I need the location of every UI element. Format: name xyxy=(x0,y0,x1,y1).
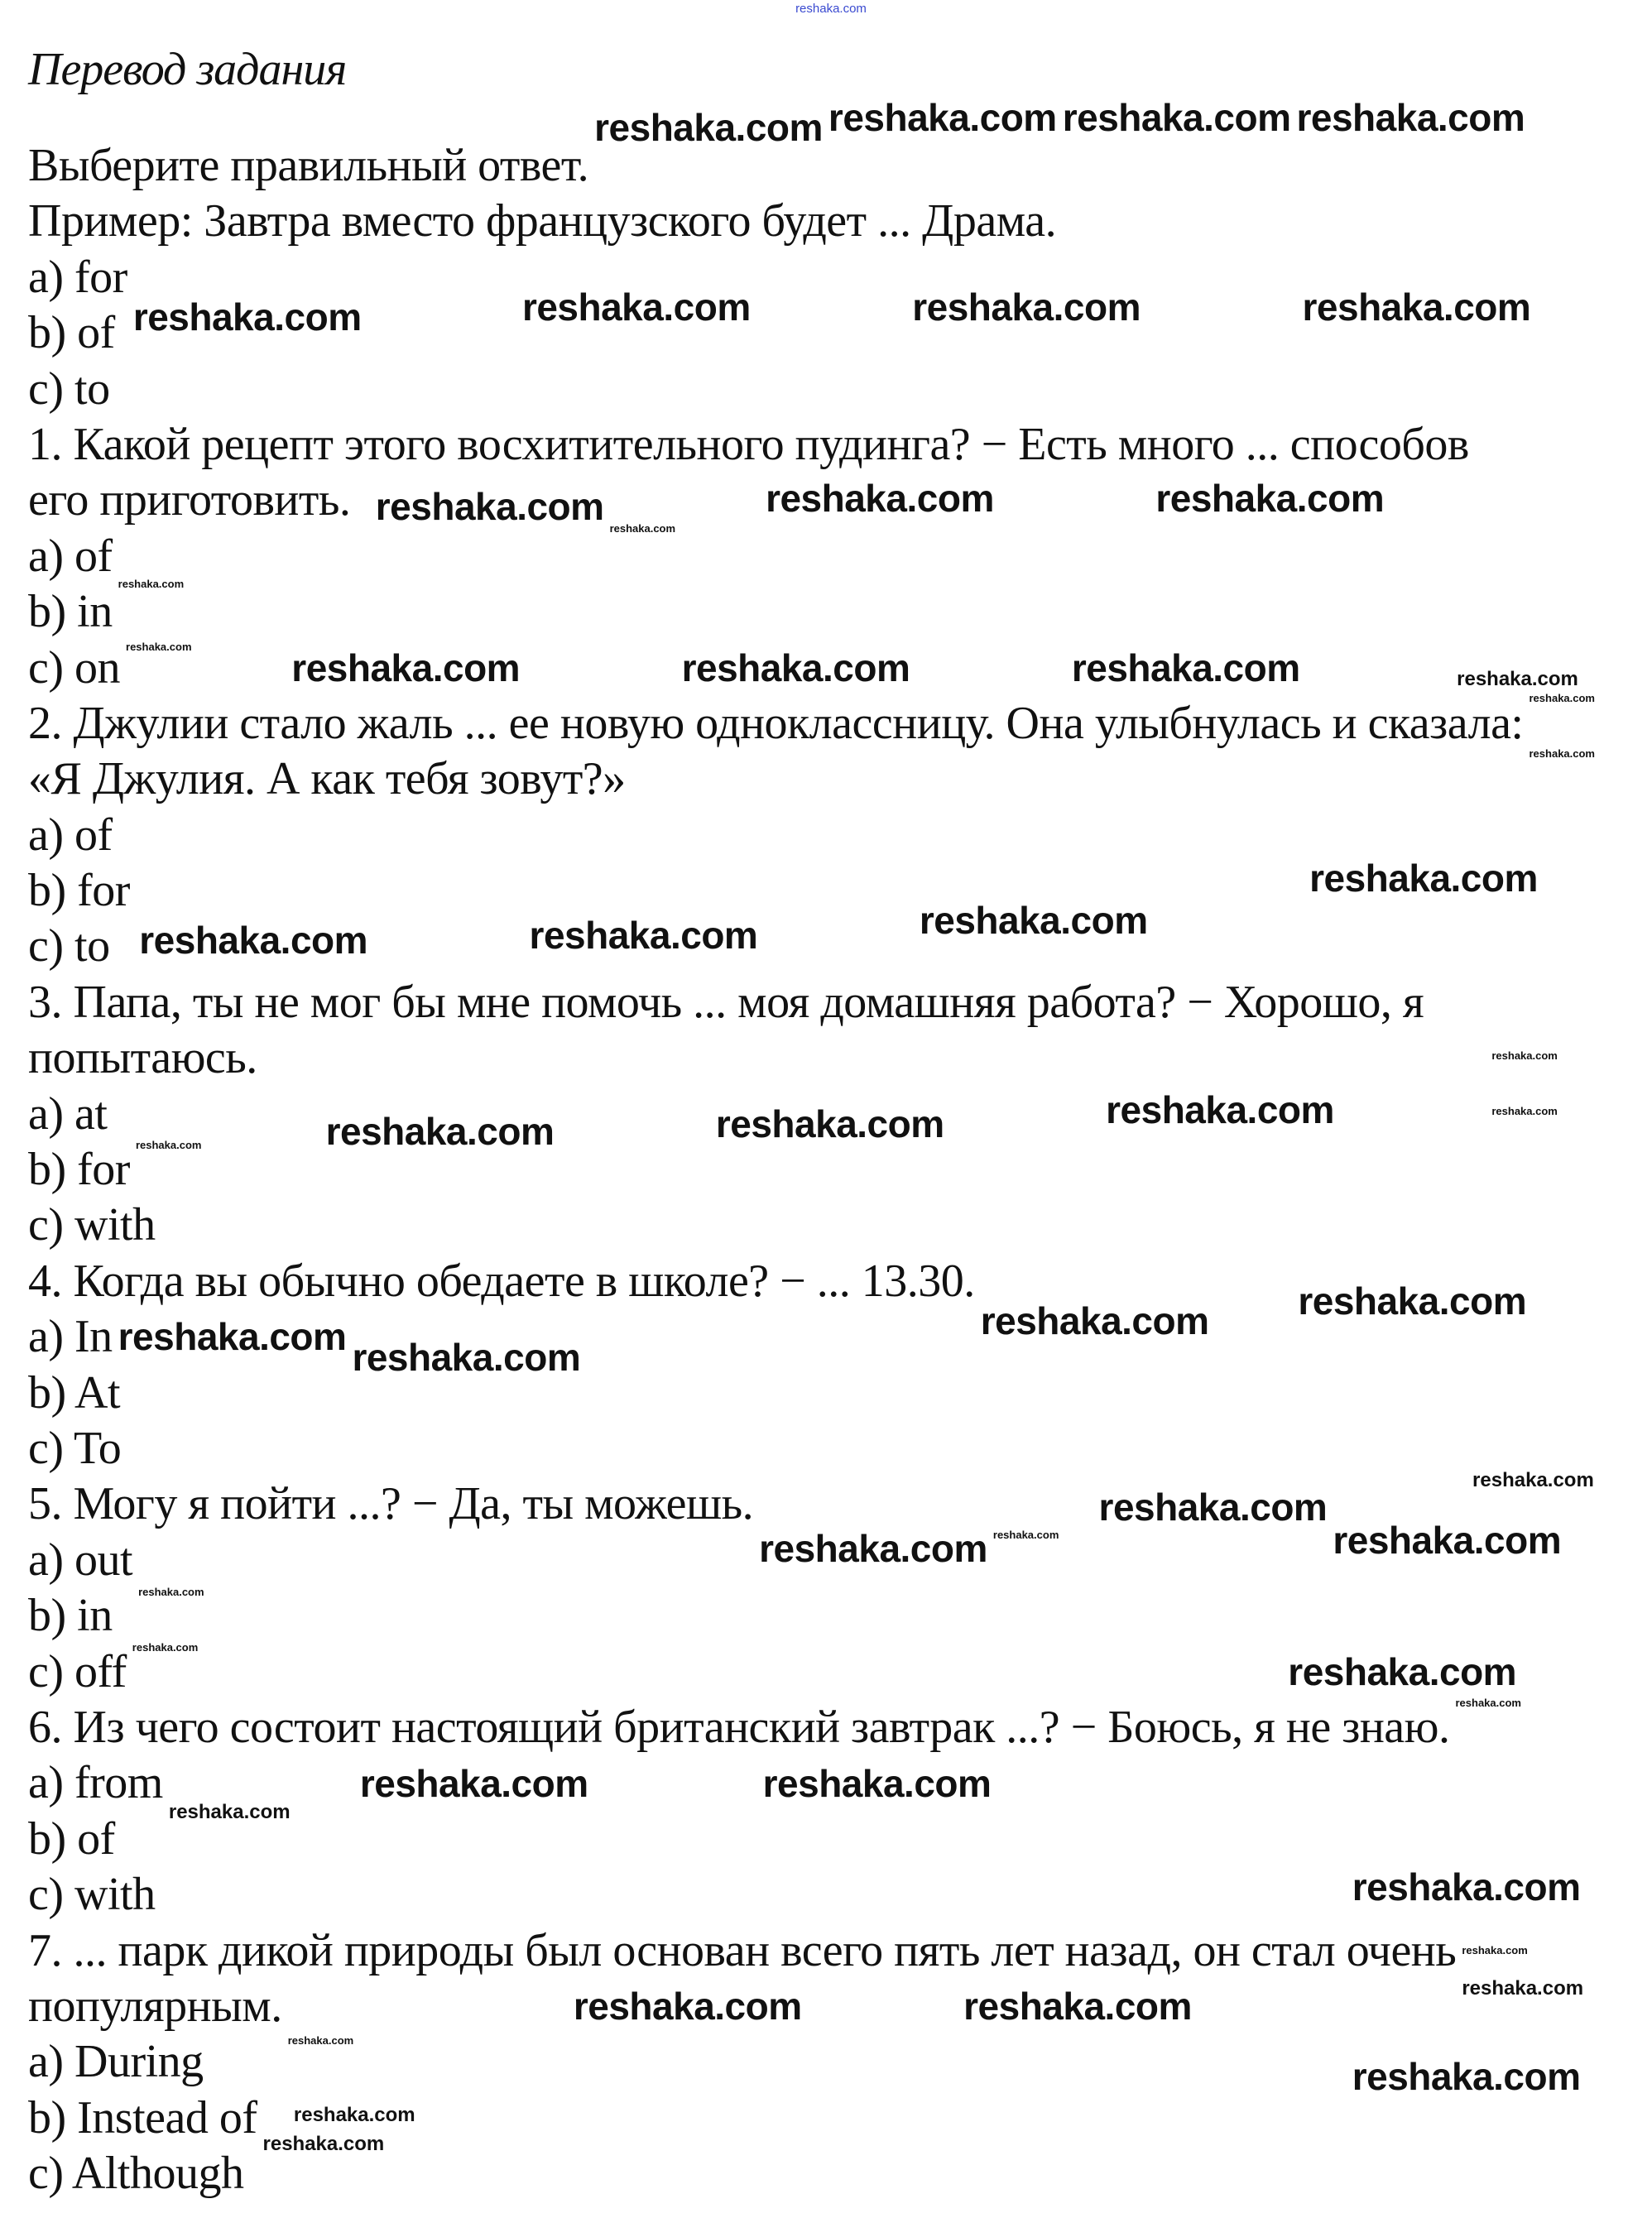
watermark: reshaka.com xyxy=(573,1985,802,2028)
text-line: 7. ... парк дикой природы был основан всего пять лет назад, он стал очень xyxy=(28,1924,1457,1976)
watermark: reshaka.com xyxy=(135,1139,202,1152)
watermark: reshaka.com xyxy=(828,96,1057,140)
watermark: reshaka.com xyxy=(1296,96,1525,140)
watermark: reshaka.com xyxy=(262,2132,385,2155)
answer-option: a) In xyxy=(28,1311,113,1363)
answer-option: c) with xyxy=(28,1869,156,1921)
answer-option: b) in xyxy=(28,586,113,638)
watermark: reshaka.com xyxy=(352,1336,581,1380)
watermark: reshaka.com xyxy=(291,646,521,689)
answer-option: b) in xyxy=(28,1590,113,1642)
text-line-row xyxy=(28,417,1634,473)
text-line: 3. Папа, ты не мог бы мне помочь ... моя домашняя работа? − Хорошо, я xyxy=(28,976,1424,1028)
answer-option-row xyxy=(28,808,1634,863)
watermark: reshaka.com xyxy=(118,578,185,591)
watermark: reshaka.com xyxy=(1455,1697,1521,1710)
text-line: Пример: Завтра вместо французского будет ... Драма. xyxy=(28,195,1057,247)
watermark: reshaka.com xyxy=(963,1985,1192,2028)
answer-option: c) with xyxy=(28,1199,156,1251)
watermark: reshaka.com xyxy=(762,1761,992,1805)
watermark: reshaka.com xyxy=(980,1299,1209,1342)
watermark: reshaka.com xyxy=(1352,2055,1581,2099)
watermark: reshaka.com xyxy=(132,295,362,339)
text-line: 6. Из чего состоит настоящий британский завтрак ...? − Боюсь, я не знаю. xyxy=(28,1701,1450,1753)
text-line-row xyxy=(28,751,1634,807)
answer-option: b) for xyxy=(28,865,130,917)
answer-option: a) of xyxy=(28,809,113,861)
watermark: reshaka.com xyxy=(1062,96,1291,140)
watermark: reshaka.com xyxy=(1472,1469,1594,1491)
watermark: reshaka.com xyxy=(325,1109,555,1153)
watermark: reshaka.com xyxy=(1098,1486,1328,1529)
answer-option-row xyxy=(28,584,1634,640)
answer-option: c) to xyxy=(28,362,110,415)
watermark: reshaka.com xyxy=(681,646,910,689)
text-line-row xyxy=(28,1979,1634,2034)
answer-option: a) out xyxy=(28,1534,133,1586)
text-line: Выберите правильный ответ. xyxy=(28,140,589,191)
watermark: reshaka.com xyxy=(1309,856,1538,900)
answer-option: b) of xyxy=(28,1812,115,1865)
watermark: reshaka.com xyxy=(1071,646,1300,689)
answer-option: a) at xyxy=(28,1087,108,1140)
watermark: reshaka.com xyxy=(1106,1088,1334,1132)
watermark: reshaka.com xyxy=(715,1102,944,1146)
answer-option: b) At xyxy=(28,1366,121,1419)
watermark: reshaka.com xyxy=(375,484,604,528)
watermark: reshaka.com xyxy=(1491,1049,1558,1062)
watermark: reshaka.com xyxy=(1298,1279,1527,1323)
text-line: 1. Какой рецепт этого восхитительного пудинга? − Есть много ... способов xyxy=(28,418,1469,470)
text-line-row xyxy=(28,194,1634,249)
watermark: reshaka.com xyxy=(766,476,994,520)
watermark: reshaka.com xyxy=(992,1529,1059,1542)
answer-option: c) on xyxy=(28,641,121,694)
watermark: reshaka.com xyxy=(912,286,1141,329)
answer-option: c) off xyxy=(28,1645,127,1697)
watermark: reshaka.com xyxy=(138,1586,204,1599)
watermark: reshaka.com xyxy=(529,913,758,957)
answer-option-row xyxy=(28,362,1634,417)
text-line: 5. Могу я пойти ...? − Да, ты можешь. xyxy=(28,1478,754,1530)
text-line-row xyxy=(28,696,1634,751)
watermark: reshaka.com xyxy=(1491,1104,1558,1117)
answer-option-row xyxy=(28,1198,1634,1253)
text-line: популярным. xyxy=(28,1980,282,2032)
watermark: reshaka.com xyxy=(1333,1518,1562,1562)
text-line: его приготовить. xyxy=(28,474,351,526)
watermark: reshaka.com xyxy=(118,1315,347,1359)
text-line-row xyxy=(28,138,1634,194)
answer-option: c) Although xyxy=(28,2148,244,2200)
answer-option: c) To xyxy=(28,1422,122,1474)
answer-option-row xyxy=(28,1139,1634,1198)
watermark: reshaka.com xyxy=(287,2034,354,2047)
watermark: reshaka.com xyxy=(1155,476,1385,520)
answer-option-row xyxy=(28,1421,1634,1476)
watermark: reshaka.com xyxy=(126,641,192,654)
answer-option-row xyxy=(28,1366,1634,1421)
answer-option-row xyxy=(28,529,1634,584)
text-line: попытаюсь. xyxy=(28,1032,257,1084)
header-watermark: reshaka.com xyxy=(795,2,867,16)
text-line-row xyxy=(28,975,1634,1030)
text-line-row xyxy=(28,1030,1634,1086)
answer-option: c) to xyxy=(28,920,110,972)
text-line: 2. Джулии стало жаль ... ее новую одноклассницу. Она улыбнулась и сказала: xyxy=(28,697,1524,749)
watermark: reshaka.com xyxy=(1529,747,1595,761)
answer-option: b) for xyxy=(28,1144,130,1196)
watermark: reshaka.com xyxy=(139,919,368,963)
watermark: reshaka.com xyxy=(132,1641,199,1654)
text-line-row xyxy=(28,1700,1634,1755)
watermark: reshaka.com xyxy=(293,2104,415,2127)
watermark: reshaka.com xyxy=(759,1526,987,1570)
answer-option: b) Instead of xyxy=(28,2091,257,2144)
page-title: Перевод задания xyxy=(28,44,347,95)
watermark: reshaka.com xyxy=(919,899,1148,943)
watermark: reshaka.com xyxy=(168,1800,291,1823)
answer-option: b) of xyxy=(28,307,115,359)
watermark: reshaka.com xyxy=(359,1761,588,1805)
answer-option: a) for xyxy=(28,251,127,303)
watermark: reshaka.com xyxy=(1457,667,1578,690)
watermark: reshaka.com xyxy=(1288,1649,1517,1693)
watermark: reshaka.com xyxy=(1352,1865,1581,1909)
watermark: reshaka.com xyxy=(521,286,751,329)
answer-option: a) During xyxy=(28,2036,204,2088)
watermark: reshaka.com xyxy=(1302,286,1531,329)
watermark: reshaka.com xyxy=(1529,692,1595,705)
text-line: 4. Когда вы обычно обедаете в школе? − ... 13.30. xyxy=(28,1255,975,1307)
text-line-row xyxy=(28,1923,1634,1979)
watermark: reshaka.com xyxy=(1462,1977,1584,2000)
answer-option: a) of xyxy=(28,530,113,582)
watermark: reshaka.com xyxy=(594,106,823,150)
answer-option-row xyxy=(28,1588,1634,1644)
watermark: reshaka.com xyxy=(609,522,676,535)
text-line: «Я Джулия. А как тебя зовут?» xyxy=(28,753,626,805)
watermark: reshaka.com xyxy=(1462,1943,1528,1956)
answer-option: a) from xyxy=(28,1757,163,1809)
